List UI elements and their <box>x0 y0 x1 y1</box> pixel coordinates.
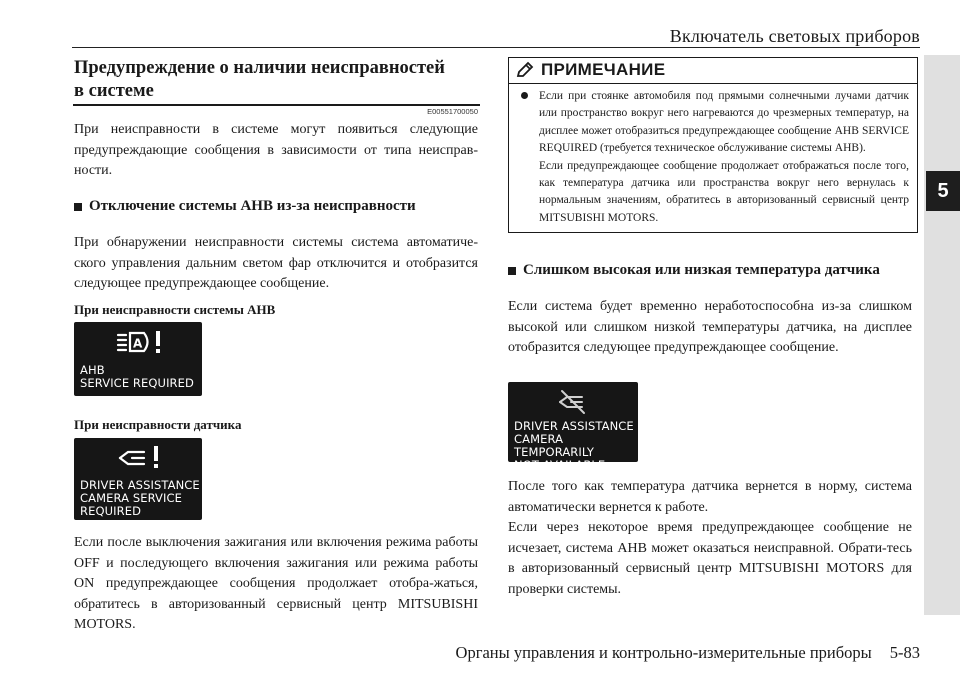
note-box <box>508 57 918 233</box>
temperature-after-paragraph: После того как температура датчика вернется в норму, система автоматически вернется к работе. Если через некоторое время предупреждающее сообщение не исчезает, система AHB может оказаться неисправной. Обрати-тесь в авторизованный сервисный центр MITSUBISHI MOTORS для проверки системы. <box>508 479 912 597</box>
subheading-ahb-off <box>74 198 416 215</box>
camera-disabled-icon <box>556 388 590 416</box>
after-restart-paragraph: Если после выключения зажигания или включения режима работы OFF и последующего включения зажигания или режима работы ON предупреждающее сообщения продолжает отобра-жаться, обратитесь в авторизованный сервисный центр MITSUBISHI MOTORS. <box>74 535 478 632</box>
footer-section-name: Органы управления и контрольно-измерительные приборы <box>455 643 872 662</box>
note-header <box>509 58 917 82</box>
subheading-ahb-off-text: Отключение системы AHB из-за неисправности <box>89 198 416 214</box>
intro-paragraph: При неисправности в системе могут появиться следующие предупреждающие сообщения в зависимости от типа неисправ-ности. <box>74 122 478 178</box>
ahb-headlight-icon <box>114 329 164 359</box>
display-camera-temporarily-text: DRIVER ASSISTANCE CAMERA TEMPORARILY NOT AVAILABLE <box>514 419 634 472</box>
display-camera-temporarily-unavailable <box>508 382 638 472</box>
page-number: 5-83 <box>889 643 920 662</box>
section-code: E00551700050 <box>427 107 478 116</box>
round-bullet-icon <box>521 92 528 99</box>
caption-sensor-fault: При неисправности датчика <box>74 417 242 432</box>
caption-system-fault: При неисправности системы AHB <box>74 302 276 317</box>
temperature-paragraph: Если система будет временно неработоспособна из-за слишком высокой или слишком низкой температуры датчика, на дисплее отобразится следующее предупреждающее сообщение. <box>508 299 912 355</box>
note-title: ПРИМЕЧАНИЕ <box>541 60 666 79</box>
camera-sensor-icon <box>114 444 164 472</box>
note-text-2: Если предупреждающее сообщение продолжает отображаться после того, как температура датчика или пространства вокруг него вернулась к нормальным значениям, обратитесь в авторизованный сервисный центр MITSUBISHI MOTORS. <box>539 159 909 224</box>
chapter-tab: 5 <box>926 171 960 211</box>
svg-text:A: A <box>133 336 143 351</box>
square-bullet-icon <box>74 203 82 211</box>
section-title: Предупреждение о наличии неисправностей в системе <box>74 58 445 101</box>
note-text-1: Если при стоянке автомобиля под прямыми солнечными лучами датчик или пространство вокруг него нагреваются до чрезмерных температур, на дисплее может отобразиться предупреждающее сообщение AHB SERVICE REQUIRED (требуется техническое обслуживание системы AHB). <box>539 90 909 155</box>
display-ahb-text: AHB SERVICE REQUIRED <box>80 363 194 390</box>
square-bullet-icon <box>508 267 516 275</box>
header-rule <box>72 47 920 48</box>
subheading-temperature-text: Слишком высокая или низкая температура датчика <box>523 262 880 278</box>
page-footer <box>456 643 920 663</box>
ahb-off-paragraph: При обнаружении неисправности системы система автоматиче-ского управления дальним светом фар отключится и отобразится следующее предупреждающее сообщение. <box>74 235 478 291</box>
subheading-temperature <box>508 262 880 279</box>
display-ahb-service-required <box>74 322 202 396</box>
display-camera-service-text: DRIVER ASSISTANCE CAMERA SERVICE REQUIRED <box>80 478 200 518</box>
display-camera-service-required <box>74 438 202 520</box>
running-header: Включатель световых приборов <box>669 26 920 46</box>
note-rule <box>509 83 917 84</box>
chapter-side-band <box>924 55 960 615</box>
pencil-note-icon <box>515 61 535 79</box>
section-rule <box>73 104 480 106</box>
note-body <box>521 88 909 227</box>
